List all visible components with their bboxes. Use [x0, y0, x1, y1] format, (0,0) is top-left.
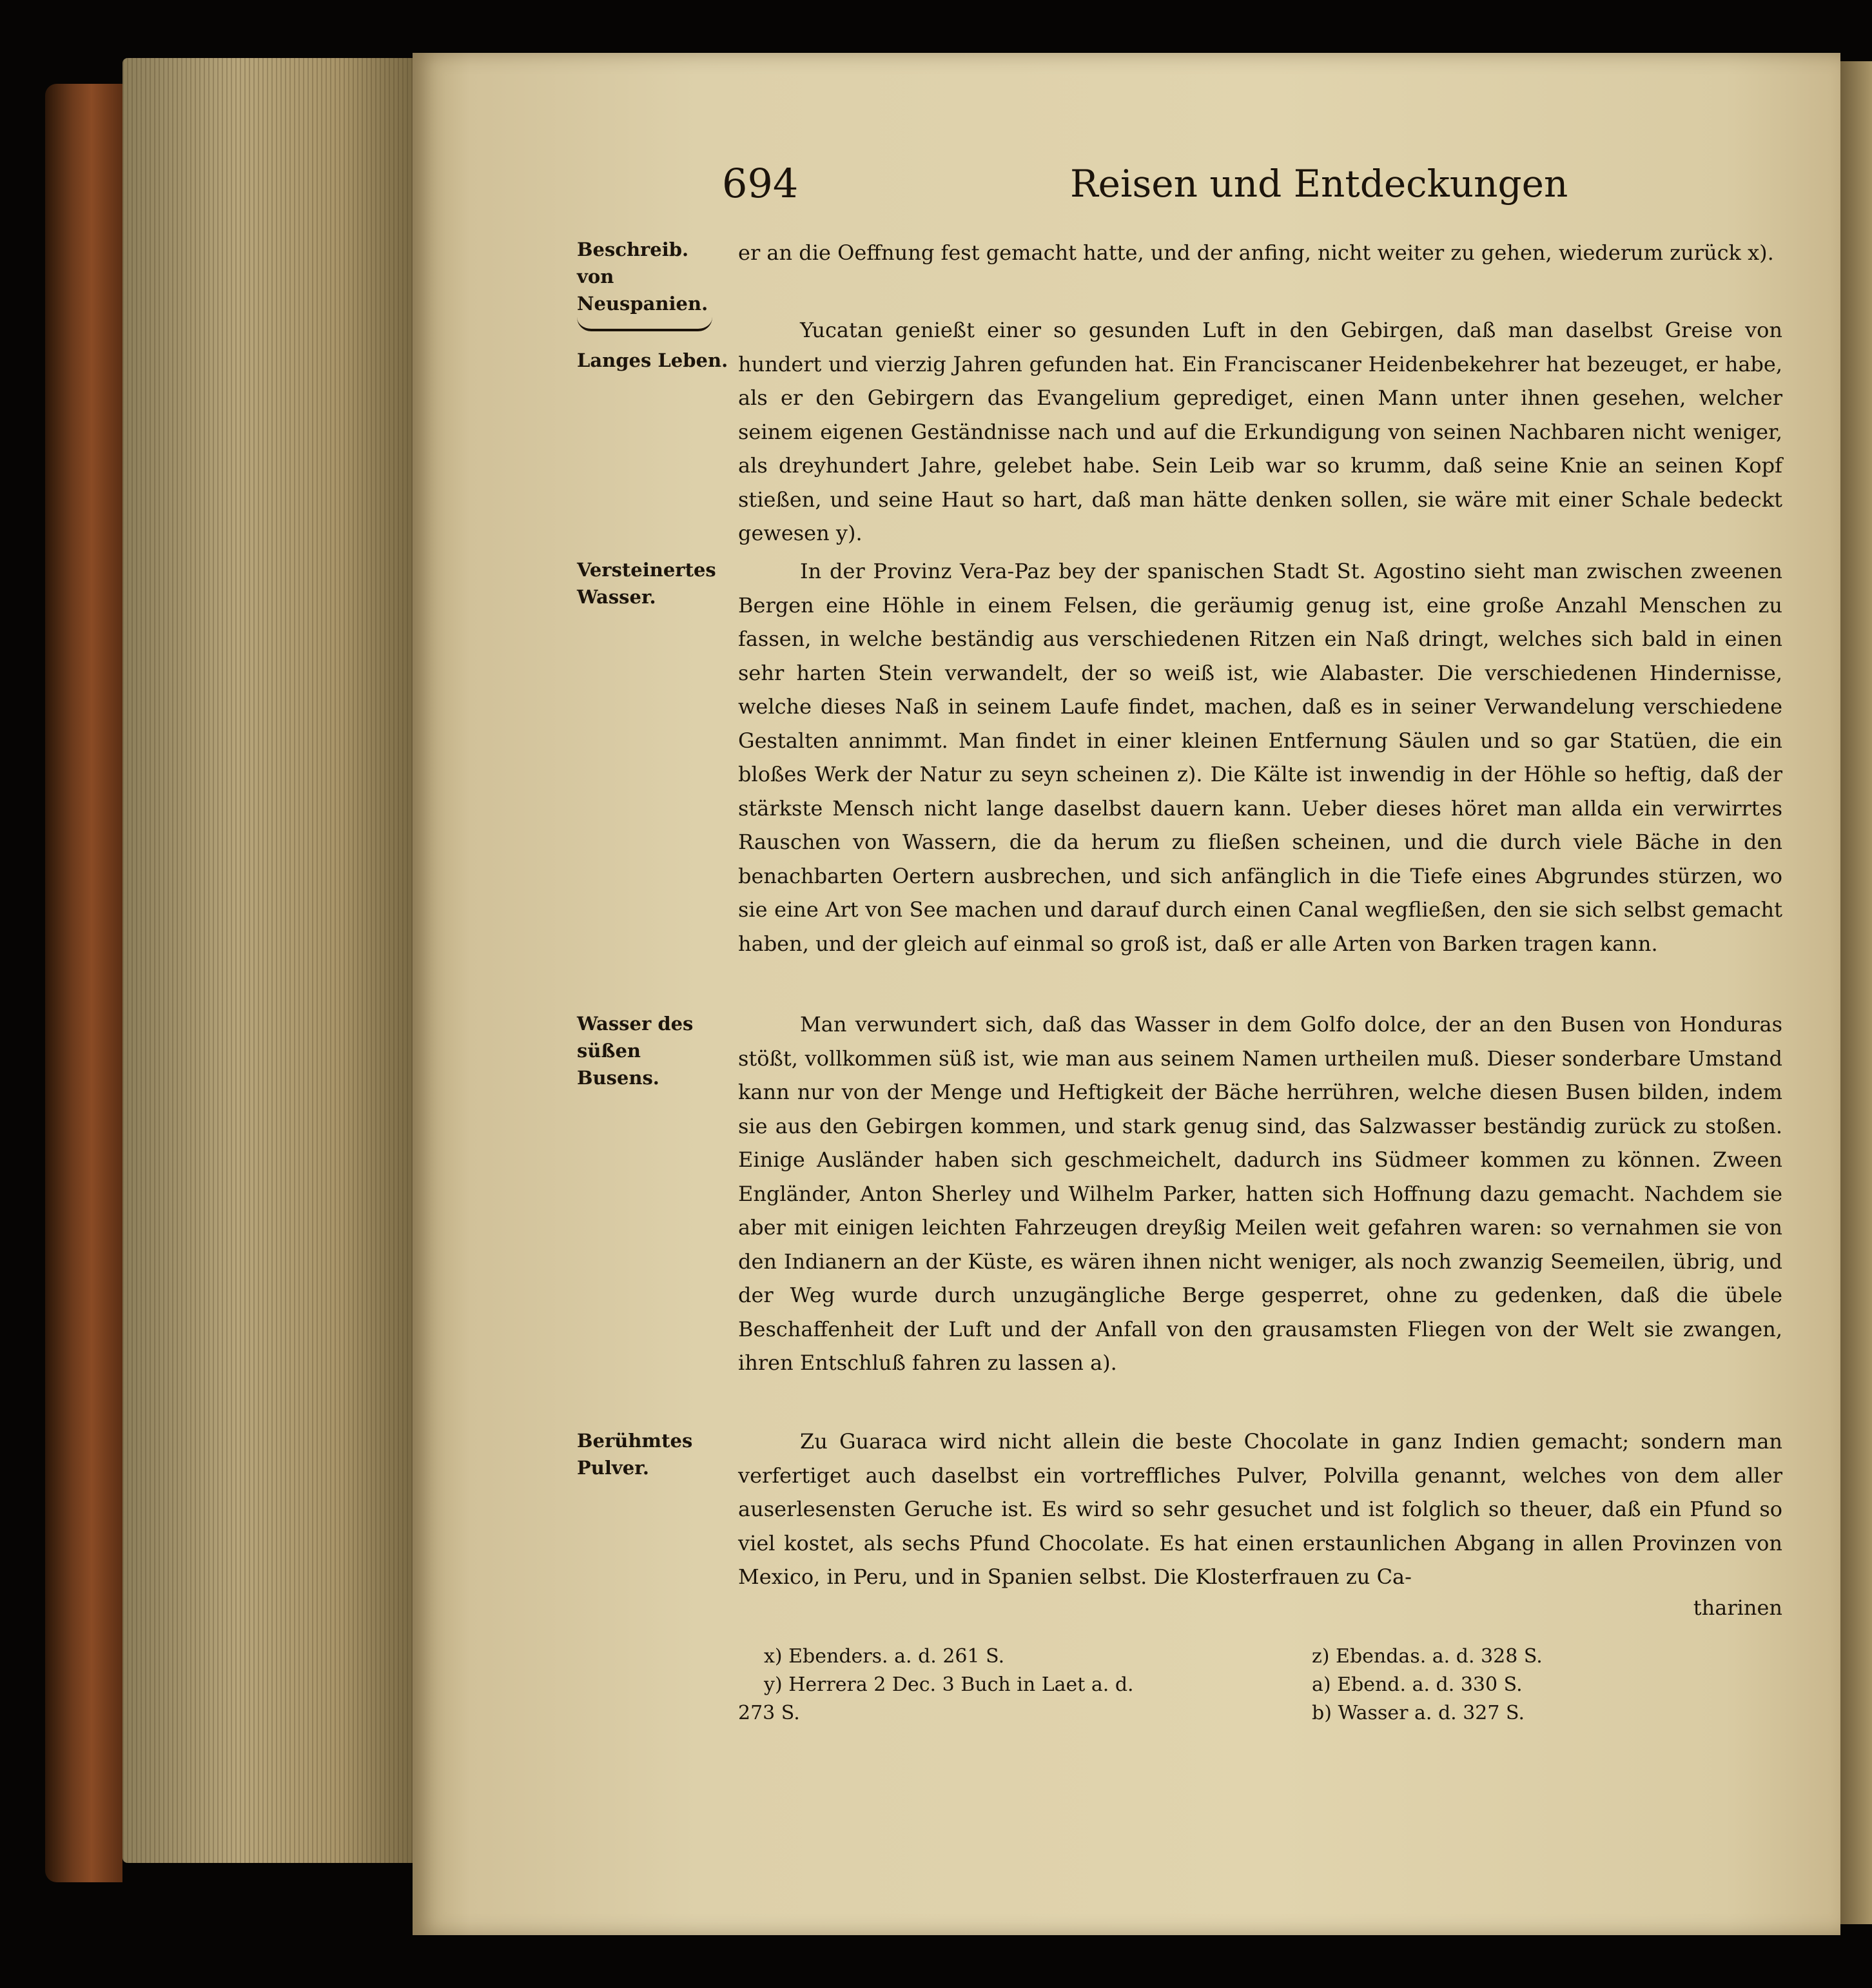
paragraph-golfo-dolce [738, 1008, 1782, 1380]
margin-note-neuspanien: Beschreib. von Neuspanien. [577, 239, 708, 315]
paragraph: In der Provinz Vera-Paz bey der spanischen Stadt St. Agostino sieht man zwischen zweenen Bergen eine Höhle in einem Felsen, die geräumig genug ist, eine große Anzahl Menschen zu fassen, in welche beständig aus verschiedenen Ritzen ein Naß dringt, welches sich bald in einen sehr harten Stein verwandelt, der so weiß ist, wie Alabaster. Die verschiedenen Hindernisse, welche dieses Naß in seinem Laufe findet, machen, daß es in seiner Verwandelung verschiedene Gestalten annimmt. Man findet in einer kleinen Entfernung Säulen und so gar Statüen, die ein bloßes Werk der Natur zu seyn scheinen z). Die Kälte ist inwendig in der Höhle so heftig, daß der stärkste Mensch nicht lange daselbst dauern kann. Ueber dieses höret man allda ein verwirrtes Rauschen von Wassern, die da herum zu fließen scheinen, und die durch viele Bäche in den benachbarten Oertern ausbrechen, und sich anfänglich in die Tiefe eines Abgrundes stürzen, wo sie eine Art von See machen und darauf durch einen Canal wegfließen, den sie sich selbst gemacht haben, und der gleich auf einmal so groß ist, daß er alle Arten von Barken tragen kann. [738, 559, 1782, 956]
paragraph: er an die Oeffnung fest gemacht hatte, und der anfing, nicht weiter zu gehen, wiederum zurück x). [738, 240, 1774, 265]
paragraph-yucatan [738, 313, 1782, 551]
page-number: 694 [722, 160, 799, 207]
running-title: Reisen und Entdeckungen [1070, 162, 1568, 206]
footnote-y: y) Herrera 2 Dec. 3 Buch in Laet a. d. [764, 1673, 1134, 1696]
catchword: tharinen [1693, 1595, 1782, 1620]
footnote-a: a) Ebend. a. d. 330 S. [1312, 1673, 1523, 1696]
paragraph: Man verwundert sich, daß das Wasser in dem Golfo dolce, der an den Busen von Honduras stößt, vollkommen süß ist, wie man aus seinem Namen urtheilen muß. Dieser sonderbare Umstand kann nur von der Menge und Heftigkeit der Bäche herrühren, welche diesen Busen bilden, indem sie aus den Gebirgen kommen, und stark genug sind, das Salzwasser beständig zurück zu stoßen. Einige Ausländer haben sich geschmeichelt, dadurch ins Südmeer kommen zu können. Zween Engländer, Anton Sherley und Wilhelm Parker, hatten sich Hoffnung dazu gemacht. Nachdem sie aber mit einigen leichten Fahrzeugen dreyßig Meilen weit gefahren waren: so vernahmen sie von den Indianern an der Küste, es wären ihnen nicht weniger, als noch zwanzig Seemeilen, übrig, und der Weg wurde durch unzugängliche Berge gesperret, ohne zu gedenken, daß die übele Beschaffenheit der Luft und der Anfall von den grausamsten Fliegen von der Welt sie zwangen, ihren Entschluß fahren zu lassen a). [738, 1012, 1782, 1375]
footnote-y-continued: 273 S. [738, 1702, 800, 1724]
margin-note-beruehmtes-pulver: Berühmtes Pulver. [577, 1430, 693, 1479]
footnote-b: b) Wasser a. d. 327 S. [1312, 1702, 1525, 1724]
footnote-x: x) Ebenders. a. d. 261 S. [764, 1645, 1005, 1668]
paragraph: Zu Guaraca wird nicht allein die beste Chocolate in ganz Indien gemacht; sondern man verfertiget auch daselbst ein vortreffliches Pulver, Polvilla genannt, welches von dem aller auserlesensten Geruche ist. Es wird so sehr gesuchet und ist folglich so theuer, daß ein Pfund so viel kostet, als sechs Pfund Chocolate. Es hat einen erstaunlichen Abgang in allen Provinzen von Mexico, in Peru, und in Spanien selbst. Die Klosterfrauen zu Ca- [738, 1429, 1782, 1589]
margin-note-suesser-busen: Wasser des süßen Busens. [577, 1013, 694, 1089]
footnote-z: z) Ebendas. a. d. 328 S. [1312, 1645, 1543, 1668]
margin-note-versteinertes-wasser: Versteinertes Wasser. [577, 559, 716, 608]
paragraph-vera-paz [738, 554, 1782, 960]
paragraph-continuation [738, 236, 1782, 270]
paragraph-guaraca [738, 1425, 1782, 1594]
brace-ornament [577, 317, 712, 331]
margin-note-langes-leben: Langes Leben. [577, 349, 728, 371]
paragraph: Yucatan genießt einer so gesunden Luft in den Gebirgen, daß man daselbst Greise von hundert und vierzig Jahren gefunden hat. Ein Franciscaner Heidenbekehrer hat bezeuget, er habe, als er den Gebirgern das Evangelium geprediget, einen Mann unter ihnen gesehen, welcher seinem eigenen Geständnisse nach und auf die Erkundigung von seinen Nachbaren nicht weniger, als dreyhundert Jahre, gelebet habe. Sein Leib war so krumm, daß seine Knie an seinen Kopf stießen, und seine Haut so hart, daß man hätte denken sollen, sie wäre mit einer Schale bedeckt gewesen y). [738, 318, 1782, 545]
